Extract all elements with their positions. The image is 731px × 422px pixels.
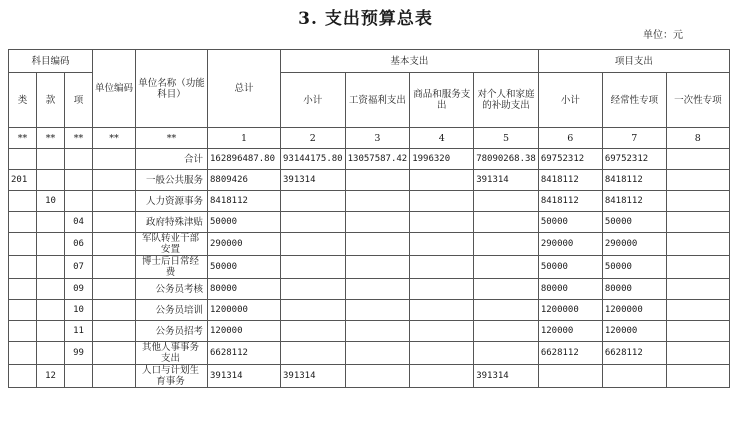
cell-xiang: 11	[65, 321, 93, 342]
cell-xiang	[65, 149, 93, 170]
cell-basic-subtotal	[281, 279, 346, 300]
cell-unit-code	[93, 321, 136, 342]
cell-goods	[410, 256, 474, 279]
cell-onetime	[666, 365, 729, 388]
cell-kuan: 10	[37, 191, 65, 212]
cell-name: 政府特殊津贴	[136, 212, 208, 233]
cell-recurring: 50000	[602, 256, 666, 279]
cell-recurring: 80000	[602, 279, 666, 300]
cell-xiang: 07	[65, 256, 93, 279]
marker-cell: 3	[345, 128, 410, 149]
table-row	[9, 256, 730, 279]
cell-xiang	[65, 191, 93, 212]
cell-total: 290000	[208, 233, 281, 256]
cell-recurring: 290000	[602, 233, 666, 256]
cell-project-subtotal: 290000	[538, 233, 602, 256]
header-recurring: 经常性专项	[602, 73, 666, 128]
cell-goods	[410, 233, 474, 256]
cell-basic-subtotal	[281, 212, 346, 233]
cell-unit-code	[93, 170, 136, 191]
header-project-subtotal: 小计	[538, 73, 602, 128]
cell-lei	[9, 321, 37, 342]
cell-wages	[345, 300, 410, 321]
cell-basic-subtotal	[281, 300, 346, 321]
cell-recurring: 8418112	[602, 191, 666, 212]
cell-unit-code	[93, 212, 136, 233]
cell-xiang: 09	[65, 279, 93, 300]
cell-onetime	[666, 256, 729, 279]
cell-goods	[410, 365, 474, 388]
cell-basic-subtotal	[281, 256, 346, 279]
cell-lei	[9, 149, 37, 170]
cell-unit-code	[93, 300, 136, 321]
cell-basic-subtotal: 93144175.80	[281, 149, 346, 170]
cell-subsidy: 391314	[474, 170, 539, 191]
cell-kuan	[37, 321, 65, 342]
cell-total: 8809426	[208, 170, 281, 191]
cell-subsidy: 78090268.38	[474, 149, 539, 170]
cell-wages	[345, 342, 410, 365]
table-row	[9, 191, 730, 212]
cell-xiang	[65, 170, 93, 191]
header-kuan: 款	[37, 73, 65, 128]
cell-recurring	[602, 365, 666, 388]
cell-kuan	[37, 279, 65, 300]
header-lei: 类	[9, 73, 37, 128]
cell-subsidy	[474, 191, 539, 212]
header-wages: 工资福利支出	[345, 73, 410, 128]
marker-cell: 2	[281, 128, 346, 149]
table-row	[9, 365, 730, 388]
marker-cell: **	[93, 128, 136, 149]
cell-lei	[9, 279, 37, 300]
cell-onetime	[666, 300, 729, 321]
cell-name: 一般公共服务	[136, 170, 208, 191]
cell-onetime	[666, 170, 729, 191]
cell-goods	[410, 279, 474, 300]
cell-subsidy	[474, 300, 539, 321]
cell-name: 合计	[136, 149, 208, 170]
header-unit-name: 单位名称（功能科目）	[136, 50, 208, 128]
cell-xiang: 99	[65, 342, 93, 365]
marker-cell: 4	[410, 128, 474, 149]
cell-name: 公务员招考	[136, 321, 208, 342]
cell-xiang: 06	[65, 233, 93, 256]
cell-kuan	[37, 256, 65, 279]
cell-total: 50000	[208, 256, 281, 279]
cell-lei	[9, 365, 37, 388]
cell-name: 军队转业干部安置	[136, 233, 208, 256]
cell-xiang	[65, 365, 93, 388]
cell-total: 80000	[208, 279, 281, 300]
cell-kuan	[37, 170, 65, 191]
table-row	[9, 300, 730, 321]
cell-xiang: 04	[65, 212, 93, 233]
cell-subsidy	[474, 321, 539, 342]
cell-project-subtotal: 50000	[538, 256, 602, 279]
cell-name: 人力资源事务	[136, 191, 208, 212]
cell-goods	[410, 300, 474, 321]
cell-kuan	[37, 233, 65, 256]
cell-lei: 201	[9, 170, 37, 191]
marker-cell: **	[136, 128, 208, 149]
cell-onetime	[666, 191, 729, 212]
cell-total: 162896487.80	[208, 149, 281, 170]
cell-wages	[345, 321, 410, 342]
cell-basic-subtotal: 391314	[281, 170, 346, 191]
marker-cell: **	[9, 128, 37, 149]
cell-lei	[9, 342, 37, 365]
cell-lei	[9, 191, 37, 212]
marker-cell: **	[37, 128, 65, 149]
cell-subsidy	[474, 233, 539, 256]
header-subject-code: 科目编码	[9, 50, 93, 73]
unit-label: 单位：元	[643, 30, 683, 41]
cell-subsidy	[474, 279, 539, 300]
cell-recurring: 69752312	[602, 149, 666, 170]
marker-row	[9, 128, 730, 149]
header-total: 总计	[208, 50, 281, 128]
cell-basic-subtotal: 391314	[281, 365, 346, 388]
marker-cell: 7	[602, 128, 666, 149]
marker-cell: 1	[208, 128, 281, 149]
cell-wages: 13057587.42	[345, 149, 410, 170]
cell-project-subtotal: 6628112	[538, 342, 602, 365]
cell-goods	[410, 170, 474, 191]
header-subsidy: 对个人和家庭的补助支出	[474, 73, 539, 128]
marker-cell: 6	[538, 128, 602, 149]
cell-goods	[410, 321, 474, 342]
header-basic: 基本支出	[281, 50, 539, 73]
cell-total: 8418112	[208, 191, 281, 212]
table-body	[9, 149, 730, 388]
cell-recurring: 1200000	[602, 300, 666, 321]
marker-cell: **	[65, 128, 93, 149]
table-row	[9, 170, 730, 191]
cell-goods	[410, 212, 474, 233]
cell-project-subtotal	[538, 365, 602, 388]
cell-kuan	[37, 149, 65, 170]
cell-unit-code	[93, 149, 136, 170]
cell-project-subtotal: 8418112	[538, 191, 602, 212]
cell-wages	[345, 279, 410, 300]
cell-wages	[345, 170, 410, 191]
cell-unit-code	[93, 365, 136, 388]
cell-wages	[345, 191, 410, 212]
cell-total: 1200000	[208, 300, 281, 321]
table-row	[9, 233, 730, 256]
expenditure-table	[8, 49, 730, 388]
header-basic-subtotal: 小计	[281, 73, 346, 128]
cell-onetime	[666, 321, 729, 342]
cell-kuan	[37, 342, 65, 365]
cell-wages	[345, 365, 410, 388]
cell-subsidy	[474, 212, 539, 233]
cell-lei	[9, 212, 37, 233]
cell-project-subtotal: 50000	[538, 212, 602, 233]
table-row	[9, 321, 730, 342]
cell-xiang: 10	[65, 300, 93, 321]
header-onetime: 一次性专项	[666, 73, 729, 128]
cell-project-subtotal: 120000	[538, 321, 602, 342]
cell-total: 6628112	[208, 342, 281, 365]
cell-basic-subtotal	[281, 233, 346, 256]
cell-total: 50000	[208, 212, 281, 233]
cell-wages	[345, 233, 410, 256]
header-xiang: 项	[65, 73, 93, 128]
cell-goods: 1996320	[410, 149, 474, 170]
cell-name: 公务员培训	[136, 300, 208, 321]
cell-project-subtotal: 69752312	[538, 149, 602, 170]
cell-recurring: 8418112	[602, 170, 666, 191]
cell-unit-code	[93, 256, 136, 279]
cell-subsidy: 391314	[474, 365, 539, 388]
cell-total: 120000	[208, 321, 281, 342]
cell-project-subtotal: 8418112	[538, 170, 602, 191]
cell-onetime	[666, 212, 729, 233]
cell-name: 公务员考核	[136, 279, 208, 300]
page-title: 3. 支出预算总表	[298, 9, 433, 29]
cell-onetime	[666, 233, 729, 256]
table-row	[9, 279, 730, 300]
cell-lei	[9, 256, 37, 279]
header-project: 项目支出	[538, 50, 729, 73]
marker-cell: 8	[666, 128, 729, 149]
cell-basic-subtotal	[281, 321, 346, 342]
cell-kuan: 12	[37, 365, 65, 388]
cell-goods	[410, 342, 474, 365]
marker-cell: 5	[474, 128, 539, 149]
cell-subsidy	[474, 256, 539, 279]
cell-unit-code	[93, 342, 136, 365]
table-row	[9, 149, 730, 170]
cell-lei	[9, 300, 37, 321]
cell-unit-code	[93, 233, 136, 256]
cell-unit-code	[93, 191, 136, 212]
cell-subsidy	[474, 342, 539, 365]
cell-name: 人口与计划生育事务	[136, 365, 208, 388]
cell-basic-subtotal	[281, 191, 346, 212]
table-row	[9, 342, 730, 365]
cell-name: 其他人事事务支出	[136, 342, 208, 365]
cell-recurring: 120000	[602, 321, 666, 342]
cell-project-subtotal: 80000	[538, 279, 602, 300]
cell-goods	[410, 191, 474, 212]
cell-wages	[345, 212, 410, 233]
cell-kuan	[37, 300, 65, 321]
cell-total: 391314	[208, 365, 281, 388]
table-row	[9, 212, 730, 233]
cell-kuan	[37, 212, 65, 233]
header-goods: 商品和服务支出	[410, 73, 474, 128]
cell-onetime	[666, 279, 729, 300]
cell-basic-subtotal	[281, 342, 346, 365]
cell-recurring: 50000	[602, 212, 666, 233]
cell-name: 博士后日常经费	[136, 256, 208, 279]
cell-wages	[345, 256, 410, 279]
cell-unit-code	[93, 279, 136, 300]
cell-onetime	[666, 149, 729, 170]
cell-project-subtotal: 1200000	[538, 300, 602, 321]
cell-lei	[9, 233, 37, 256]
cell-onetime	[666, 342, 729, 365]
cell-recurring: 6628112	[602, 342, 666, 365]
header-unit-code: 单位编码	[93, 50, 136, 128]
